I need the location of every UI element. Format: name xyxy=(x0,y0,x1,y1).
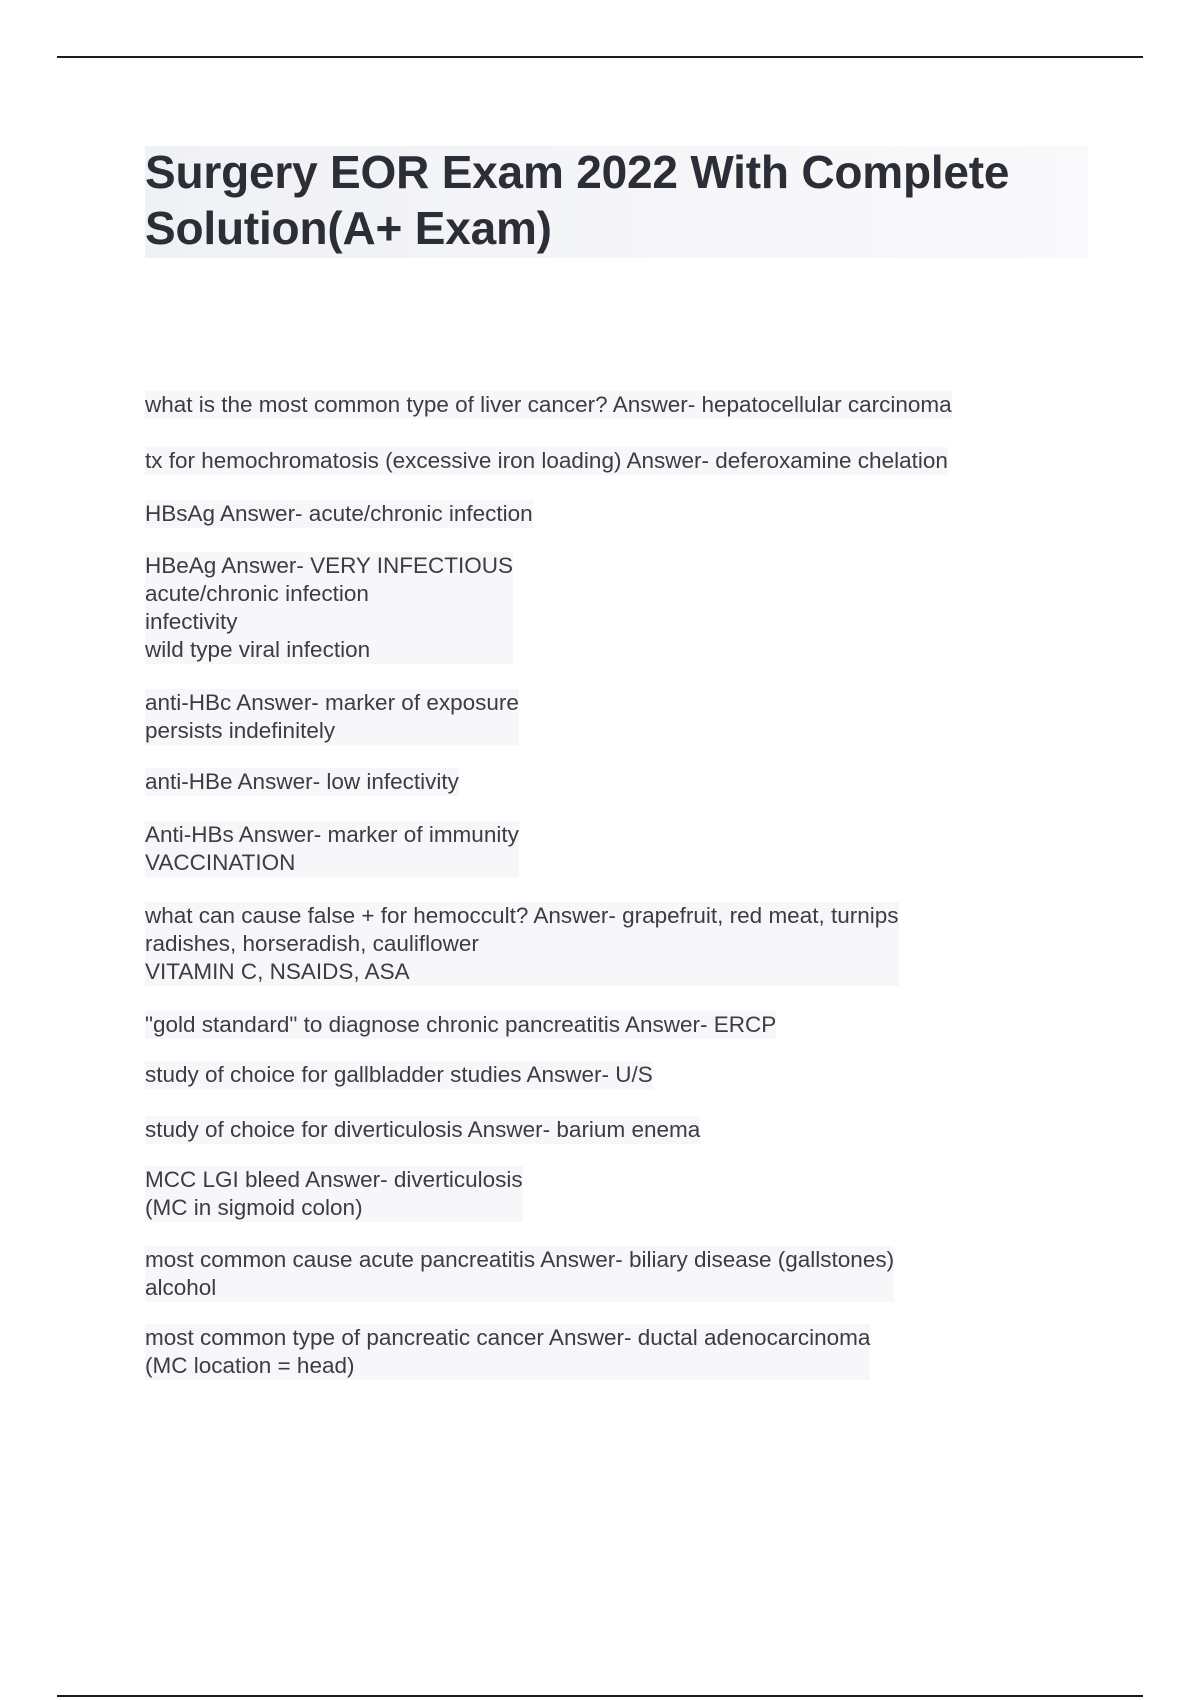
bottom-rule xyxy=(57,1695,1143,1697)
qa-line: (MC location = head) xyxy=(145,1353,355,1378)
qa-text-block xyxy=(145,447,948,475)
qa-text-block xyxy=(145,768,459,796)
qa-text-block xyxy=(145,689,519,745)
title-line-1: Surgery EOR Exam 2022 With Complete xyxy=(145,146,1010,198)
qa-line: radishes, horseradish, cauliflower xyxy=(145,931,479,956)
qa-line: VITAMIN C, NSAIDS, ASA xyxy=(145,959,410,984)
qa-item xyxy=(145,1246,1105,1302)
qa-line: wild type viral infection xyxy=(145,637,371,662)
qa-line: HBeAg Answer- VERY INFECTIOUS xyxy=(145,553,514,578)
qa-text-block xyxy=(145,821,519,877)
title-line-2: Solution(A+ Exam) xyxy=(145,202,552,254)
qa-text-block xyxy=(145,902,899,986)
qa-line: VACCINATION xyxy=(145,850,296,875)
qa-line: infectivity xyxy=(145,609,238,634)
qa-text-block xyxy=(145,1324,870,1380)
qa-text-block xyxy=(145,1246,894,1302)
qa-item xyxy=(145,768,1105,796)
qa-line: tx for hemochromatosis (excessive iron loading) Answer- deferoxamine chelation xyxy=(145,448,948,473)
qa-item xyxy=(145,821,1105,877)
qa-text-block xyxy=(145,1116,700,1144)
qa-list xyxy=(145,367,1105,1380)
page-title xyxy=(145,144,1009,256)
qa-line: study of choice for diverticulosis Answer- barium enema xyxy=(145,1117,701,1142)
qa-line: anti-HBc Answer- marker of exposure xyxy=(145,690,519,715)
qa-item xyxy=(145,552,1105,664)
qa-text-block xyxy=(145,1166,523,1222)
qa-line: anti-HBe Answer- low infectivity xyxy=(145,769,459,794)
qa-text-block xyxy=(145,1061,653,1089)
top-rule xyxy=(57,56,1143,58)
qa-line: HBsAg Answer- acute/chronic infection xyxy=(145,501,533,526)
qa-line: what is the most common type of liver cancer? Answer- hepatocellular carcinoma xyxy=(145,392,952,417)
qa-item xyxy=(145,1116,1105,1144)
qa-line: Anti-HBs Answer- marker of immunity xyxy=(145,822,519,847)
qa-item xyxy=(145,391,1105,419)
qa-line: most common type of pancreatic cancer Answer- ductal adenocarcinoma xyxy=(145,1325,871,1350)
qa-text-block xyxy=(145,391,952,419)
qa-item xyxy=(145,1324,1105,1380)
qa-line: study of choice for gallbladder studies Answer- U/S xyxy=(145,1062,653,1087)
qa-line: most common cause acute pancreatitis Answer- biliary disease (gallstones) xyxy=(145,1247,895,1272)
qa-line: "gold standard" to diagnose chronic pancreatitis Answer- ERCP xyxy=(145,1012,777,1037)
qa-text-block xyxy=(145,552,513,664)
qa-item xyxy=(145,902,1105,986)
qa-line: what can cause false + for hemoccult? Answer- grapefruit, red meat, turnips xyxy=(145,903,899,928)
qa-text-block xyxy=(145,500,533,528)
qa-line: (MC in sigmoid colon) xyxy=(145,1195,363,1220)
qa-text-block xyxy=(145,1011,776,1039)
qa-item xyxy=(145,1061,1105,1089)
qa-item xyxy=(145,1011,1105,1039)
qa-item xyxy=(145,689,1105,745)
qa-item xyxy=(145,500,1105,528)
qa-line: alcohol xyxy=(145,1275,217,1300)
qa-line: acute/chronic infection xyxy=(145,581,369,606)
qa-line: MCC LGI bleed Answer- diverticulosis xyxy=(145,1167,523,1192)
qa-item xyxy=(145,447,1105,475)
qa-line: persists indefinitely xyxy=(145,718,336,743)
qa-item xyxy=(145,1166,1105,1222)
